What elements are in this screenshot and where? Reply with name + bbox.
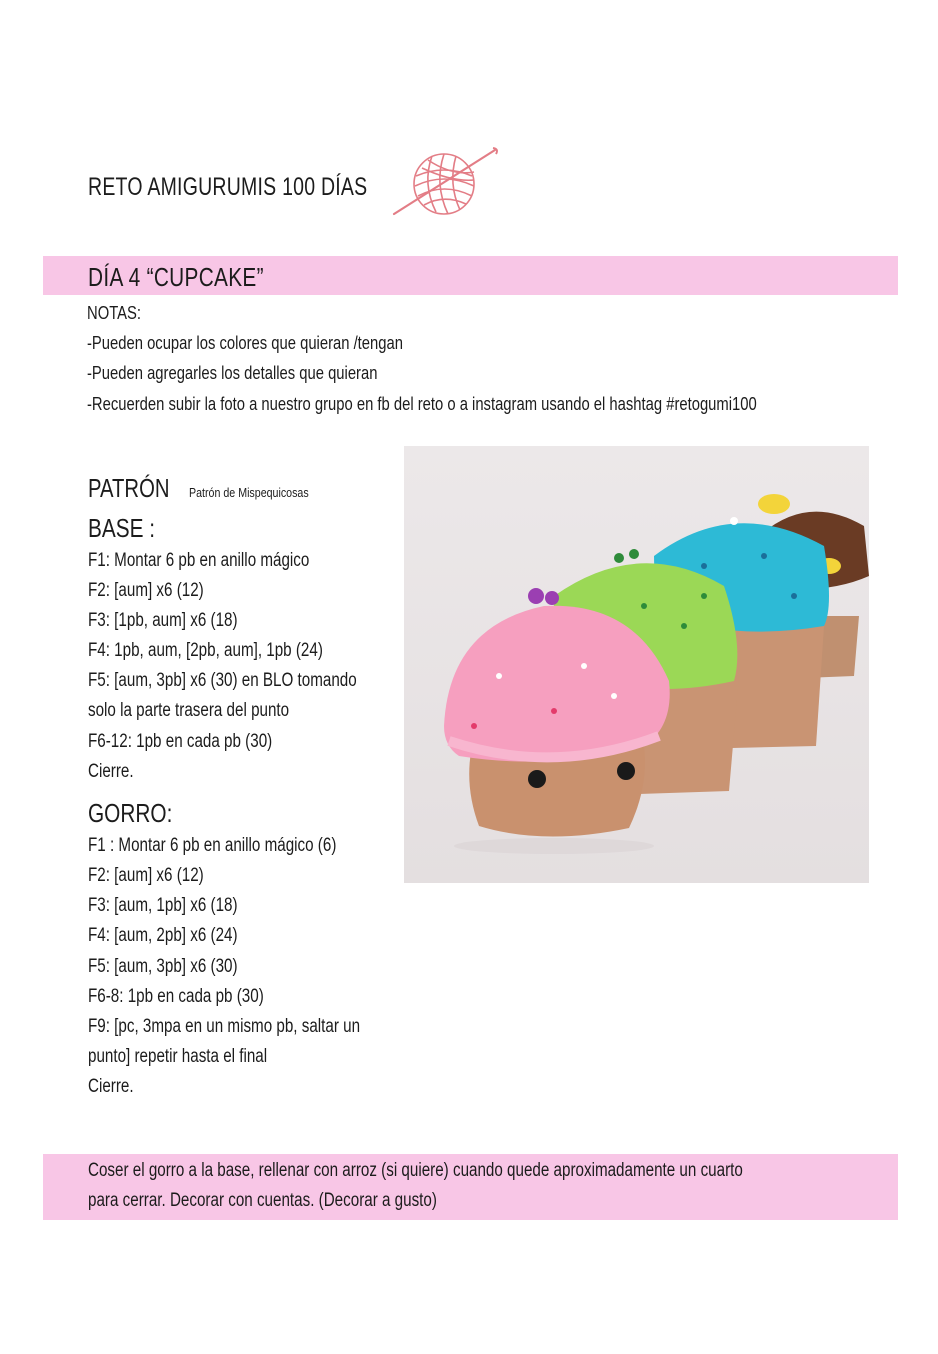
note-item: -Recuerden subir la foto a nuestro grupo en fb del reto o a instagram usando el hashtag #retogumi100 bbox=[87, 393, 757, 414]
gorro-row: F6-8: 1pb en cada pb (30) bbox=[88, 986, 264, 1007]
gorro-row: F4: [aum, 2pb] x6 (24) bbox=[88, 925, 238, 946]
base-row: F2: [aum] x6 (12) bbox=[88, 580, 204, 601]
pattern-credit: Patrón de Mispequicosas bbox=[189, 485, 309, 500]
base-row: F3: [1pb, aum] x6 (18) bbox=[88, 610, 238, 631]
gorro-section-title: GORRO: bbox=[88, 798, 173, 828]
base-row: F5: [aum, 3pb] x6 (30) en BLO tomando bbox=[88, 670, 357, 691]
final-instructions: Coser el gorro a la base, rellenar con arroz (si quiere) cuando quede aproximadamente un cuarto bbox=[88, 1160, 743, 1181]
base-row: F1: Montar 6 pb en anillo mágico bbox=[88, 550, 310, 571]
base-section-title: BASE : bbox=[88, 513, 156, 543]
page-title: RETO AMIGURUMIS 100 DÍAS bbox=[88, 173, 368, 201]
gorro-row: F2: [aum] x6 (12) bbox=[88, 865, 204, 886]
note-item: -Pueden ocupar los colores que quieran /tengan bbox=[87, 332, 403, 353]
gorro-row: F5: [aum, 3pb] x6 (30) bbox=[88, 956, 238, 977]
cupcakes-photo bbox=[404, 446, 869, 883]
notes-heading: NOTAS: bbox=[87, 302, 141, 323]
base-row: F4: 1pb, aum, [2pb, aum], 1pb (24) bbox=[88, 640, 323, 661]
gorro-row: F1 : Montar 6 pb en anillo mágico (6) bbox=[88, 835, 337, 856]
day-title: DÍA 4 “CUPCAKE” bbox=[88, 262, 264, 292]
gorro-row: Cierre. bbox=[88, 1076, 134, 1097]
gorro-row: F9: [pc, 3mpa en un mismo pb, saltar un bbox=[88, 1016, 361, 1037]
note-item: -Pueden agregarles los detalles que quieran bbox=[87, 362, 378, 383]
yarn-ball-crochet-hook-icon bbox=[392, 146, 500, 218]
final-instructions: para cerrar. Decorar con cuentas. (Decorar a gusto) bbox=[88, 1190, 437, 1211]
base-row: Cierre. bbox=[88, 761, 134, 782]
pattern-title: PATRÓN bbox=[88, 473, 170, 503]
gorro-row: F3: [aum, 1pb] x6 (18) bbox=[88, 895, 238, 916]
gorro-row: punto] repetir hasta el final bbox=[88, 1046, 268, 1067]
base-row: solo la parte trasera del punto bbox=[88, 700, 290, 721]
base-row: F6-12: 1pb en cada pb (30) bbox=[88, 731, 273, 752]
